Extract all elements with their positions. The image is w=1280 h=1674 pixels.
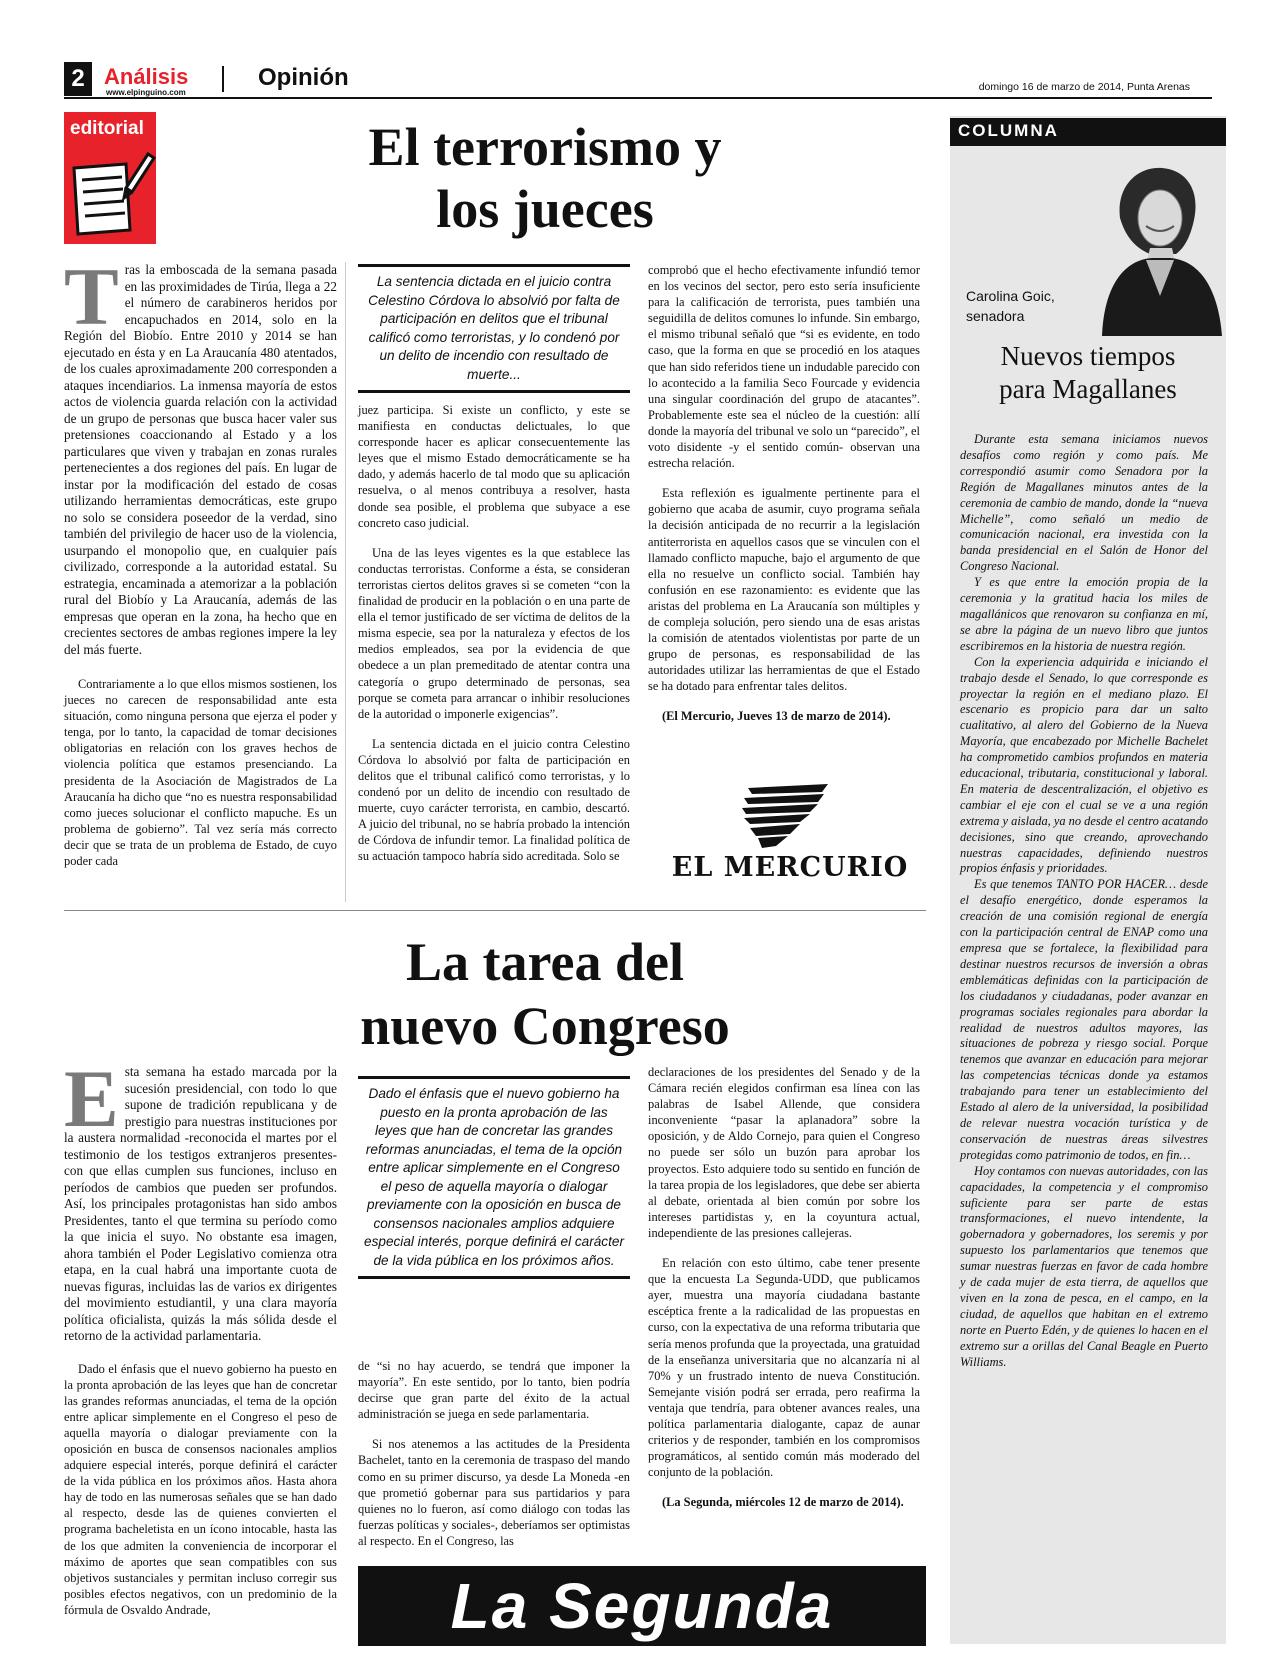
el-mercurio-emblem-icon — [730, 782, 840, 852]
column-body — [960, 432, 1208, 1370]
article1-col1-p1: ras la emboscada de la semana pasada en las proximidades de Tirúa, llega a 22 el número de carabineros heridos por encapuchados en 2014, solo en la Región del Biobío. Entre 2010 y 2014 se han ejecutado en ésta y en La Araucanía 480 atentados, de los cuales aproximadamente 200 corresponden a ataques incendiarios. La inmensa mayoría de estos actos de violencia guarda relación con la actividad de un grupo de personas que busca hacer valer sus pretensiones coaccionando al Estado y a los particulares que viven y trabajan en zonas rurales pertenecientes a dos regiones del país. En lugar de instar por la modificación del estado de cosas utilizando herramientas democráticas, este grupo no solo se considera poseedor de la verdad, sino también del privilegio de hacer uso de la violencia, usurpando el monopolio que, en cualquier país civilizado, corresponde a la autoridad estatal. Su estrategia, encaminada a atemorizar a la población rural del Biobío y La Araucanía, además de las empresas que operan en la zona, ha hecho que en crecientes sectores de ambas regiones impere la ley del más fuerte. — [64, 262, 337, 657]
brand-logo: Análisis — [104, 64, 189, 89]
article1-column3 — [648, 262, 920, 739]
article2-column2 — [358, 1358, 630, 1563]
column-headline — [960, 340, 1216, 406]
article1-col1-p2: Contrariamente a lo que ellos mismos sostienen, los jueces no carecen de responsabilidad ante esta situación, como ninguna persona que ejerza el poder y tenga, por lo tanto, la capacidad de tomar decisiones obligatorias en relación con los graves hechos de violencia política que estamos presenciando. La presidenta de la Asociación de Magistrados de La Araucanía ha dicho que “no es nuestra responsabilidad como jueces solucionar el conflicto mapuche. Es un problema de gobierno”. Tal vez sería más correcto decir que se trata de un problema de Estado, de cuyo poder cada — [64, 677, 337, 869]
article2-source: (La Segunda, miércoles 12 de marzo de 2014). — [662, 1495, 904, 1510]
article1-col3-p2: Esta reflexión es igualmente pertinente para el gobierno que acaba de asumir, cuyo programa señala la decisión anticipada de no recurrir a la legislación antiterrorista en aquellos casos que se vinculen con el llamado conflicto mapuche, bajo el argumento de que ella no resuelve un conflicto social. También hay confusión en ese razonamiento: es evidente que las aristas del problema en La Araucanía son múltiples y de compleja solución, pero siendo una de esas aristas la comisión de atentados violentistas por parte de un grupo de personas, es responsabilidad de las autoridades utilizar las herramientas de que el Estado se ha dotado para enfrentar tales delitos. — [648, 486, 920, 694]
article2-headline — [200, 930, 890, 1058]
article2-pullquote: Dado el énfasis que el nuevo gobierno ha puesto en la pronta aprobación de las leyes que han de concretar las grandes reformas anunciadas, el tema de la opción entre aplicar simplemente en el Congreso el peso de aquella mayoría o dialogar previamente con la oposición en busca de consensos nacionales amplios adquiere especial interés, porque definirá el carácter de la vida pública en los próximos años. — [358, 1076, 630, 1279]
article1-col2-p1: juez participa. Si existe un conflicto, y este se manifiesta en conductas delictuales, lo que corresponde hacer es aplicar consecuentemente las leyes que el mismo Estado democráticamente se ha dado, y además hacerlo de tal modo que su aplicación resuelva, o al menos contribuya a resolver, hasta donde sea posible, el problema que subyace a ese concreto caso judicial. — [358, 403, 630, 530]
article1-col2-p2: Una de las leyes vigentes es la que establece las conductas terroristas. Conforme a ésta, se consideran terroristas ciertos delitos graves si se cometen “con la finalidad de producir en la población o en una parte de ella el temor justificado de ser víctima de delitos de la misma especie, sea por la naturaleza y efectos de los medios empleados, sea por la evidencia de que obedece a un plan premeditado de atentar contra una categoría o grupo determinado de personas, sea porque se cometa para arrancar o inhibir resoluciones de la autoridad o imponerle exigencias”. — [358, 545, 630, 721]
column-p2: Y es que entre la emoción propia de la ceremonia y la gratitud hacia los miles de magallánicos que renovaron su confianza en mí, se abre la página de un nuevo libro que juntos escribiremos en la historia de nuestra región. — [960, 575, 1208, 653]
column-author-role: senadora — [966, 308, 1025, 324]
article1-title-line2: los jueces — [436, 179, 654, 239]
article2-col3-p2: En relación con esto último, cabe tener presente que la encuesta La Segunda-UDD, que publicamos ayer, muestra una mayoría ciudadana bastante escéptica frente a la radicalidad de las propuestas en curso, con la expectativa de una reforma tributaria que sería menos profunda que la proyectada, una gratuidad de la enseñanza universitaria que no alcanzaría ni al 70% y un frustrado intento de nueva Constitución. Semejante visión podrá ser errada, pero reafirma la ventaja que tendría, para obtener avances reales, una política parlamentaria dialogante, capaz de aunar criterios y de responder, también en los compromisos programáticos, al sentido común más moderado del conjunto de la población. — [648, 1256, 920, 1480]
column-p3: Con la experiencia adquirida e iniciando el trabajo desde el Senado, lo que corresponde es proyectar la región en el mediano plazo. El escenario es propicio para dar un salto cualitativo, al alero del Gobierno de la Nueva Mayoría, que encabezado por Michelle Bachelet ha comprometido cambios profundos en materia educacional, tributaria, constitucional y laboral. En materia de descentralización, el objetivo es cambiar el eje con el cual se ve a una región extrema y aislada, ya no desde el centro acatando decisiones, sino que creando, aprovechando nuestras capacidades, definiendo nuestros propios énfasis y prioridades. — [960, 654, 1208, 876]
brand-url: www.elpinguino.com — [106, 88, 186, 97]
article1-column1 — [64, 251, 337, 883]
article1-col3-p1: comprobó que el hecho efectivamente infundió temor en los vecinos del sector, pero esto sería insuficiente para la calificación de terrorista, pues también una seguidilla de delitos comunes lo infunde. Sin embargo, el mismo tribunal señaló que “si es evidente, en todo caso, que la forma en que se procedió en los ataques que han sido referidos tiene un indudable parecido con lo acontecido a la familia Seco Fourcade y evidencia una singular coordinación del grupo de atacantes”. Probablemente este sea el núcleo de la cuestión: allí donde la mayoría del tribunal ve solo un “parecido”, el voto disidente -y el sentido común- observan una estrecha relación. — [648, 263, 920, 471]
column-label: COLUMNA — [958, 121, 1059, 140]
column-title-line1: Nuevos tiempos — [1000, 341, 1176, 371]
article2-col3-p1: declaraciones de los presidentes del Senado y de la Cámara recién elegidos confirman esa línea con las palabras de Isabel Allende, que considera inconveniente “pasar la aplanadora” sobre la oposición, y de Aldo Cornejo, para quien el Congreso no puede ser sólo un buzón para aprobar los proyectos. Esto adquiere todo su sentido en función de la tarea propia de los legisladores, que debe ser abierta al debate, orientada al bien común por sobre los intereses partidistas y, en la coyuntura actual, independiente de las presiones callejeras. — [648, 1065, 920, 1240]
column-p1: Durante esta semana iniciamos nuevos desafíos como región y como país. Me correspondió asumir como Senadora por la Región de Magallanes minutos antes de la ceremonia de cambio de mando, donde la “nueva Michelle”, como señaló un medio de comunicación nacional, era investida con la banda presidencial en el Salón de Honor del Congreso Nacional. — [960, 432, 1208, 574]
article2-title-line1: La tarea del — [406, 932, 684, 992]
article1-col-divider — [345, 262, 346, 902]
author-photo — [1080, 156, 1240, 336]
article2-dropcap: E — [64, 1053, 119, 1144]
editorial-badge — [64, 112, 156, 244]
article2-column1 — [64, 1053, 337, 1632]
article1-col2-p3: La sentencia dictada en el juicio contra Celestino Córdova lo absolvió por falta de participación en delitos que el tribunal calificó como terroristas, y lo condenó por un delito de incendio con resultado de muerte, cuyo carácter terrorista, en cambio, descartó. A juicio del tribunal, no se habría probado la intención de Córdova de infundir temor. La finalidad política de su actuación tampoco habría sido acreditada. Solo se — [358, 736, 630, 864]
article1-source: (El Mercurio, Jueves 13 de marzo de 2014). — [662, 709, 891, 724]
article2-title-line2: nuevo Congreso — [360, 996, 730, 1056]
header-date: domingo 16 de marzo de 2014, Punta Arenas — [978, 81, 1190, 93]
column-title-line2: para Magallanes — [999, 374, 1177, 404]
la-segunda-logo: La Segunda — [450, 1570, 834, 1642]
article1-title-line1: El terrorismo y — [368, 117, 722, 177]
article1-pullquote: La sentencia dictada en el juicio contra Celestino Córdova lo absolvió por falta de participación en delitos que el tribunal calificó como terroristas, y lo condenó por un delito de incendio con resultado de muerte... — [358, 264, 630, 393]
article2-col1-p1: sta semana ha estado marcada por la sucesión presidencial, con todo lo que supone de tradición republicana y de prestigio para nuestras instituciones por la austera normalidad -reconocida el martes por el testimonio de los testigos extranjeros presentes- con que ellas cumplen sus funciones, incluso en períodos de cambios que pueden ser profundos. Así, los principales protagonistas han sido ambos Presidentes, tanto el que termina su período como la que inicia el suyo. No obstante esa imagen, ahora también el Poder Legislativo comienza otra etapa, en la cual habrá una importante cuota de nuevas figuras, incluidas las de varios ex dirigentes del movimiento estudiantil, y una clara mayoría política oficialista, quizás la más sólida desde el retorno de la actividad parlamentaria. — [64, 1064, 337, 1343]
section-divider — [64, 910, 926, 911]
editorial-badge-label: editorial — [70, 118, 144, 139]
article2-col1-p2: Dado el énfasis que el nuevo gobierno ha puesto en la pronta aprobación de las leyes que han de concretar las grandes reformas anunciadas, el tema de la opción entre aplicar simplemente en el Congreso el peso de aquella mayoría o dialogar previamente con la oposición en busca de consensos nacionales amplios adquiere especial interés, porque definirá el carácter de la vida pública en los próximos años. Hasta ahora hay de todo en las numerosas señales que se han dado al respecto, desde las de quienes convierten el programa bacheletista en un ícono intocable, hasta las de los que admiten la conveniencia de incorporar el máximo de aportes que sean compatibles con sus objetivos sustanciales y permitan incluso corregir sus posibles efectos negativos, con un predominio de la fórmula de Osvaldo Andrade, — [64, 1361, 337, 1617]
article2-col2-p2: Si nos atenemos a las actitudes de la Presidenta Bachelet, tanto en la ceremonia de traspaso del mando como en su primer discurso, ya desde La Moneda -en que prometió gobernar para sus partidarios y para quienes no lo fueron, así como diálogo con todas las fuerzas políticas y sociales-, deberíamos ser optimistas al respecto. En el Congreso, las — [358, 1437, 630, 1548]
article1-dropcap: T — [64, 251, 119, 342]
article2-col2-p1: de “si no hay acuerdo, se tendrá que imponer la mayoría”. En este sentido, por lo tanto, bien podría decirse que gran parte del éxito de la actual administración se juega en sede parlamentaria. — [358, 1359, 630, 1422]
header-divider — [222, 66, 224, 92]
section-title: Opinión — [258, 64, 349, 91]
article1-headline — [240, 116, 850, 240]
notepad-pencil-icon — [64, 144, 156, 244]
el-mercurio-logo: EL MERCURIO — [671, 852, 909, 883]
article1-column2 — [358, 402, 630, 879]
article2-column3 — [648, 1064, 920, 1524]
header-rule — [64, 97, 1212, 99]
column-p4: Es que tenemos TANTO POR HACER… desde el desafío energético, donde esperamos la creación de una comisión regional de energía con la participación central de ENAP como una empresa que se fortalece, la flexibilidad para destinar nuestros recursos de inversión a obras emblemáticas definidas con la participación de los ciudadanos y ciudadanas, poder avanzar en programas sociales regionales para abordar la realidad de nuestros adultos mayores, las situaciones de pobreza y riesgo social. Porque tenemos que avanzar en educación para mejorar las competencias técnicas donde ya estamos trabajando para tener un establecimiento del Estado al alero de la universidad, la posibilidad de relevar nuestra vocación turística y de conservación de nuestras áreas silvestres protegidas como patrimonio de todos, en fin… — [960, 877, 1208, 1162]
page-number: 2 — [71, 65, 85, 92]
column-p5: Hoy contamos con nuevas autoridades, con las capacidades, la competencia y el compromiso suficiente para ser parte de estas transformaciones, el nuevo intendente, la gobernadora y gobernadores, los seremis y por supuesto los parlamentarios que tenemos que sumar nuestras fuerzas en favor de cada hombre y de cada mujer de esta tierra, de aquellos que viven en la zona de pesca, en el campo, en la ciudad, de aquellos que habitan en el extremo norte en Puerto Edén, y de quienes lo hacen en el extremo sur a orillas del Canal Beagle en Puerto Williams. — [960, 1163, 1208, 1369]
column-author-name: Carolina Goic, — [966, 288, 1055, 304]
